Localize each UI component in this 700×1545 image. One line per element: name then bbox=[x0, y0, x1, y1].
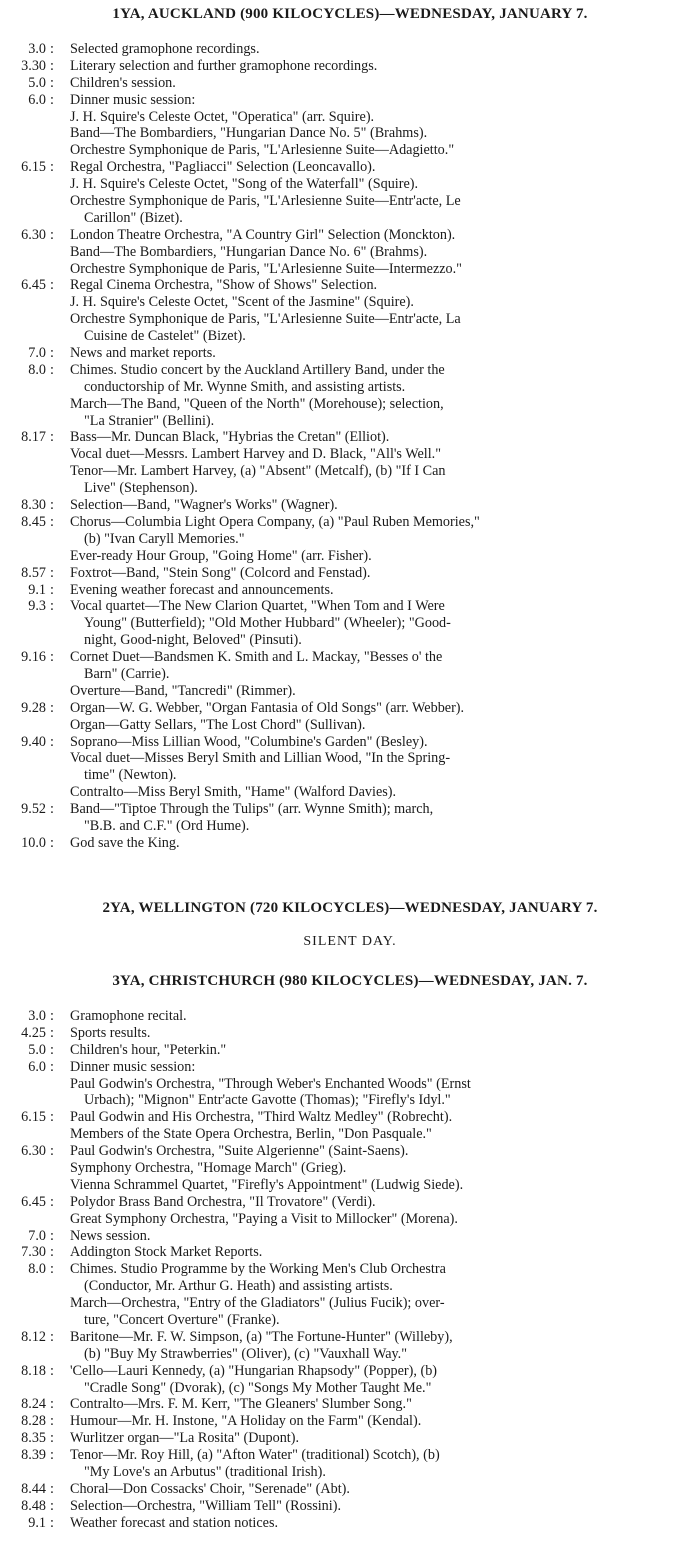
programme-line: 6.0 : Dinner music session: bbox=[0, 1059, 700, 1076]
programme-text: Evening weather forecast and announcements. bbox=[70, 581, 334, 598]
programme-text: Chimes. Studio Programme by the Working Men's Club Orchestra bbox=[70, 1261, 446, 1278]
programme-text: Chimes. Studio concert by the Auckland Artillery Band, under the bbox=[70, 361, 445, 378]
programme-line bbox=[0, 210, 700, 227]
programme-line bbox=[0, 1160, 700, 1177]
programme-time: 5.0 bbox=[28, 74, 46, 91]
programme-text: Vocal duet—Messrs. Lambert Harvey and D. Black, "All's Well." bbox=[70, 446, 442, 463]
programme-time: 9.1 bbox=[28, 1514, 46, 1531]
programme-line: 6.30 : Paul Godwin's Orchestra, "Suite Algerienne" (Saint-Saens). bbox=[0, 1143, 700, 1160]
programme-text: Band—The Bombardiers, "Hungarian Dance No. 6" (Brahms). bbox=[70, 243, 428, 260]
programme-line bbox=[0, 311, 700, 328]
programme-text: Dinner music session: bbox=[70, 1058, 196, 1075]
programme-text: Orchestre Symphonique de Paris, "L'Arlesienne Suite—Adagietto." bbox=[70, 142, 455, 159]
programme-time: 3.0 bbox=[28, 1008, 46, 1024]
programme-text: Organ—W. G. Webber, "Organ Fantasia of Old Songs" (arr. Webber). bbox=[70, 699, 465, 716]
programme-line bbox=[0, 1076, 700, 1093]
programme-line: 9.28 : Organ—W. G. Webber, "Organ Fantasia of Old Songs" (arr. Webber). bbox=[0, 700, 700, 717]
programme-line bbox=[0, 193, 700, 210]
programme-time: 6.0 bbox=[28, 91, 46, 108]
programme-text: Gramophone recital. bbox=[70, 1008, 187, 1024]
programme-line: 9.1 : Weather forecast and station notices. bbox=[0, 1515, 700, 1532]
programme-line bbox=[0, 683, 700, 700]
programme-text: Addington Stock Market Reports. bbox=[70, 1244, 263, 1261]
programme-text: Paul Godwin's Orchestra, "Suite Algerienne" (Saint-Saens). bbox=[70, 1143, 409, 1160]
programme-text: Paul Godwin and His Orchestra, "Third Waltz Medley" (Robrecht). bbox=[70, 1109, 453, 1126]
programme-text: Humour—Mr. H. Instone, "A Holiday on the Farm" (Kendal). bbox=[70, 1413, 422, 1430]
programme-text: Baritone—Mr. F. W. Simpson, (a) "The Fortune-Hunter" (Willeby), bbox=[70, 1328, 453, 1345]
programme-time: 8.18 bbox=[21, 1362, 46, 1379]
programme-time: 8.24 bbox=[21, 1396, 46, 1413]
programme-line bbox=[0, 1312, 700, 1329]
programme-text: March—The Band, "Queen of the North" (Morehouse); selection, bbox=[70, 395, 444, 412]
programme-line: 8.48 : Selection—Orchestra, "William Tell" (Rossini). bbox=[0, 1498, 700, 1515]
programme-text: "B.B. and C.F." (Ord Hume). bbox=[84, 817, 250, 834]
programme-line: 8.18 : 'Cello—Lauri Kennedy, (a) "Hungarian Rhapsody" (Popper), (b) bbox=[0, 1363, 700, 1380]
programme-3ya bbox=[0, 1008, 700, 1532]
programme-text: Band—The Bombardiers, "Hungarian Dance No. 5" (Brahms). bbox=[70, 125, 428, 142]
programme-text: Regal Cinema Orchestra, "Show of Shows" Selection. bbox=[70, 277, 378, 294]
programme-line: 6.0 : Dinner music session: bbox=[0, 92, 700, 109]
programme-line bbox=[0, 1278, 700, 1295]
programme-time: 10.0 bbox=[21, 834, 46, 851]
programme-text: God save the King. bbox=[70, 834, 180, 851]
programme-text: Cuisine de Castelet" (Bizet). bbox=[84, 328, 246, 345]
programme-text: J. H. Squire's Celeste Octet, "Operatica" (arr. Squire). bbox=[70, 108, 375, 125]
programme-line bbox=[0, 109, 700, 126]
programme-text: March—Orchestra, "Entry of the Gladiators" (Julius Fucik); over- bbox=[70, 1295, 445, 1312]
programme-time: 8.0 bbox=[28, 1261, 46, 1278]
programme-line bbox=[0, 615, 700, 632]
programme-time: 6.0 bbox=[28, 1058, 46, 1075]
programme-text: Selection—Band, "Wagner's Works" (Wagner). bbox=[70, 497, 338, 514]
programme-line: 8.44 : Choral—Don Cossacks' Choir, "Serenade" (Abt). bbox=[0, 1481, 700, 1498]
programme-line: 3.30 : Literary selection and further gramophone recordings. bbox=[0, 58, 700, 75]
programme-time: 7.30 bbox=[21, 1244, 46, 1261]
programme-line bbox=[0, 379, 700, 396]
programme-time: 8.57 bbox=[21, 564, 46, 581]
programme-text: Choral—Don Cossacks' Choir, "Serenade" (Abt). bbox=[70, 1480, 350, 1497]
programme-line: 9.1 : Evening weather forecast and announcements. bbox=[0, 582, 700, 599]
programme-time: 7.0 bbox=[28, 1227, 46, 1244]
programme-text: 'Cello—Lauri Kennedy, (a) "Hungarian Rhapsody" (Popper), (b) bbox=[70, 1362, 438, 1379]
programme-time: 3.0 bbox=[28, 41, 46, 57]
section-title-1ya: 1YA, AUCKLAND (900 KILOCYCLES)—WEDNESDAY, JANUARY 7. bbox=[112, 6, 588, 22]
programme-line bbox=[0, 1464, 700, 1481]
programme-time: 9.28 bbox=[21, 699, 46, 716]
programme-line bbox=[0, 294, 700, 311]
programme-line bbox=[0, 1177, 700, 1194]
programme-line bbox=[0, 767, 700, 784]
programme-text: Sports results. bbox=[70, 1024, 151, 1041]
programme-line: 7.30 : Addington Stock Market Reports. bbox=[0, 1244, 700, 1261]
programme-time: 9.52 bbox=[21, 801, 46, 818]
programme-text: Literary selection and further gramophone recordings. bbox=[70, 57, 378, 74]
programme-time: 8.39 bbox=[21, 1447, 46, 1464]
programme-time: 6.45 bbox=[21, 277, 46, 294]
programme-text: ture, "Concert Overture" (Franke). bbox=[84, 1312, 280, 1329]
programme-time: 6.30 bbox=[21, 226, 46, 243]
programme-text: Band—"Tiptoe Through the Tulips" (arr. Wynne Smith); march, bbox=[70, 801, 434, 818]
programme-line bbox=[0, 396, 700, 413]
programme-time: 8.35 bbox=[21, 1430, 46, 1447]
programme-line bbox=[0, 446, 700, 463]
programme-time: 6.30 bbox=[21, 1143, 46, 1160]
programme-text: (b) "Buy My Strawberries" (Oliver), (c) "Vauxhall Way." bbox=[84, 1345, 408, 1362]
programme-line bbox=[0, 1295, 700, 1312]
programme-text: Bass—Mr. Duncan Black, "Hybrias the Cretan" (Elliot). bbox=[70, 429, 390, 446]
programme-text: Tenor—Mr. Roy Hill, (a) "Afton Water" (traditional) Scotch), (b) bbox=[70, 1447, 440, 1464]
programme-time: 5.0 bbox=[28, 1041, 46, 1058]
programme-text: Weather forecast and station notices. bbox=[70, 1514, 279, 1531]
programme-line: 6.45 : Regal Cinema Orchestra, "Show of Shows" Selection. bbox=[0, 277, 700, 294]
programme-time: 8.17 bbox=[21, 429, 46, 446]
programme-text: Carillon" (Bizet). bbox=[84, 209, 183, 226]
programme-time: 8.44 bbox=[21, 1480, 46, 1497]
programme-text: Children's hour, "Peterkin." bbox=[70, 1041, 227, 1058]
programme-line: 8.0 : Chimes. Studio Programme by the Working Men's Club Orchestra bbox=[0, 1261, 700, 1278]
programme-text: conductorship of Mr. Wynne Smith, and assisting artists. bbox=[84, 378, 406, 395]
programme-text: (b) "Ivan Caryll Memories." bbox=[84, 530, 245, 547]
programme-line bbox=[0, 1346, 700, 1363]
section-title-3ya: 3YA, CHRISTCHURCH (980 KILOCYCLES)—WEDNESDAY, JAN. 7. bbox=[112, 973, 588, 989]
programme-time: 9.3 bbox=[28, 598, 46, 615]
programme-text: J. H. Squire's Celeste Octet, "Scent of the Jasmine" (Squire). bbox=[70, 294, 414, 311]
programme-line bbox=[0, 142, 700, 159]
programme-line: 4.25 : Sports results. bbox=[0, 1025, 700, 1042]
programme-text: Orchestre Symphonique de Paris, "L'Arlesienne Suite—Entr'acte, Le bbox=[70, 193, 461, 210]
programme-line: 9.40 : Soprano—Miss Lillian Wood, "Columbine's Garden" (Besley). bbox=[0, 734, 700, 751]
programme-text: Great Symphony Orchestra, "Paying a Visit to Millocker" (Morena). bbox=[70, 1210, 458, 1227]
programme-text: Organ—Gatty Sellars, "The Lost Chord" (Sullivan). bbox=[70, 716, 366, 733]
programme-time: 8.45 bbox=[21, 513, 46, 530]
programme-text: Cornet Duet—Bandsmen K. Smith and L. Mackay, "Besses o' the bbox=[70, 649, 443, 666]
programme-line: 8.30 : Selection—Band, "Wagner's Works" (Wagner). bbox=[0, 497, 700, 514]
programme-line: 3.0 : Selected gramophone recordings. bbox=[0, 41, 700, 58]
programme-time: 8.30 bbox=[21, 497, 46, 514]
programme-text: Young" (Butterfield); "Old Mother Hubbard" (Wheeler); "Good- bbox=[84, 615, 451, 632]
silent-day-note: SILENT DAY. bbox=[303, 934, 397, 949]
programme-text: Tenor—Mr. Lambert Harvey, (a) "Absent" (Metcalf), (b) "If I Can bbox=[70, 463, 446, 480]
programme-line: 7.0 : News and market reports. bbox=[0, 345, 700, 362]
programme-text: News session. bbox=[70, 1227, 151, 1244]
programme-time: 9.40 bbox=[21, 733, 46, 750]
programme-text: Live" (Stephenson). bbox=[84, 480, 198, 497]
programme-time: 6.15 bbox=[21, 1109, 46, 1126]
programme-line: 5.0 : Children's hour, "Peterkin." bbox=[0, 1042, 700, 1059]
programme-line bbox=[0, 548, 700, 565]
programme-line: 9.52 : Band—"Tiptoe Through the Tulips" (arr. Wynne Smith); march, bbox=[0, 801, 700, 818]
programme-text: Chorus—Columbia Light Opera Company, (a) "Paul Ruben Memories," bbox=[70, 513, 480, 530]
programme-text: News and market reports. bbox=[70, 345, 216, 362]
programme-text: night, Good-night, Beloved" (Pinsuti). bbox=[84, 632, 302, 649]
programme-text: "La Stranier" (Bellini). bbox=[84, 412, 215, 429]
programme-time: 9.1 bbox=[28, 581, 46, 598]
programme-text: Orchestre Symphonique de Paris, "L'Arlesienne Suite—Entr'acte, La bbox=[70, 311, 461, 328]
programme-line bbox=[0, 328, 700, 345]
programme-line bbox=[0, 176, 700, 193]
programme-line: 6.15 : Regal Orchestra, "Pagliacci" Selection (Leoncavallo). bbox=[0, 159, 700, 176]
programme-line bbox=[0, 244, 700, 261]
programme-time: 8.48 bbox=[21, 1497, 46, 1514]
programme-text: Contralto—Miss Beryl Smith, "Hame" (Walford Davies). bbox=[70, 784, 397, 801]
programme-time: 8.12 bbox=[21, 1328, 46, 1345]
programme-text: Ever-ready Hour Group, "Going Home" (arr. Fisher). bbox=[70, 547, 372, 564]
programme-line: 6.45 : Polydor Brass Band Orchestra, "Il Trovatore" (Verdi). bbox=[0, 1194, 700, 1211]
programme-text: J. H. Squire's Celeste Octet, "Song of the Waterfall" (Squire). bbox=[70, 176, 419, 193]
programme-text: Children's session. bbox=[70, 74, 176, 91]
programme-line: 8.0 : Chimes. Studio concert by the Auckland Artillery Band, under the bbox=[0, 362, 700, 379]
programme-line: 5.0 : Children's session. bbox=[0, 75, 700, 92]
programme-text: Polydor Brass Band Orchestra, "Il Trovatore" (Verdi). bbox=[70, 1193, 376, 1210]
programme-line bbox=[0, 1126, 700, 1143]
programme-time: 6.45 bbox=[21, 1193, 46, 1210]
programme-text: Dinner music session: bbox=[70, 91, 196, 108]
programme-1ya bbox=[0, 41, 700, 852]
programme-line: 3.0 : Gramophone recital. bbox=[0, 1008, 700, 1025]
programme-text: Vienna Schrammel Quartet, "Firefly's Appointment" (Ludwig Siede). bbox=[70, 1176, 464, 1193]
programme-text: Selected gramophone recordings. bbox=[70, 41, 260, 57]
programme-time: 3.30 bbox=[21, 57, 46, 74]
programme-text: Symphony Orchestra, "Homage March" (Grieg). bbox=[70, 1160, 347, 1177]
programme-text: "Cradle Song" (Dvorak), (c) "Songs My Mother Taught Me." bbox=[84, 1379, 432, 1396]
programme-line bbox=[0, 717, 700, 734]
programme-line: 10.0 : God save the King. bbox=[0, 835, 700, 852]
programme-line bbox=[0, 1092, 700, 1109]
programme-line bbox=[0, 784, 700, 801]
programme-text: Soprano—Miss Lillian Wood, "Columbine's Garden" (Besley). bbox=[70, 733, 428, 750]
programme-line bbox=[0, 632, 700, 649]
programme-text: time" (Newton). bbox=[84, 767, 177, 784]
programme-text: Selection—Orchestra, "William Tell" (Rossini). bbox=[70, 1497, 341, 1514]
programme-line bbox=[0, 1211, 700, 1228]
programme-line: 9.16 : Cornet Duet—Bandsmen K. Smith and L. Mackay, "Besses o' the bbox=[0, 649, 700, 666]
programme-time: 9.16 bbox=[21, 649, 46, 666]
programme-time: 8.0 bbox=[28, 361, 46, 378]
programme-time: 8.28 bbox=[21, 1413, 46, 1430]
programme-time: 4.25 bbox=[21, 1024, 46, 1041]
programme-time: 6.15 bbox=[21, 159, 46, 176]
programme-line: 6.30 : London Theatre Orchestra, "A Country Girl" Selection (Monckton). bbox=[0, 227, 700, 244]
programme-line: 8.57 : Foxtrot—Band, "Stein Song" (Colcord and Fenstad). bbox=[0, 565, 700, 582]
programme-time: 7.0 bbox=[28, 345, 46, 362]
programme-text: Wurlitzer organ—"La Rosita" (Dupont). bbox=[70, 1430, 300, 1447]
programme-text: Foxtrot—Band, "Stein Song" (Colcord and Fenstad). bbox=[70, 564, 371, 581]
programme-text: Overture—Band, "Tancredi" (Rimmer). bbox=[70, 682, 296, 699]
programme-line: 8.24 : Contralto—Mrs. F. M. Kerr, "The Gleaners' Slumber Song." bbox=[0, 1396, 700, 1413]
programme-line: 8.45 : Chorus—Columbia Light Opera Company, (a) "Paul Ruben Memories," bbox=[0, 514, 700, 531]
programme-line: 8.35 : Wurlitzer organ—"La Rosita" (Dupont). bbox=[0, 1430, 700, 1447]
programme-line: 8.12 : Baritone—Mr. F. W. Simpson, (a) "The Fortune-Hunter" (Willeby), bbox=[0, 1329, 700, 1346]
programme-text: Vocal duet—Misses Beryl Smith and Lillian Wood, "In the Spring- bbox=[70, 750, 451, 767]
programme-text: Orchestre Symphonique de Paris, "L'Arlesienne Suite—Intermezzo." bbox=[70, 260, 462, 277]
programme-text: Contralto—Mrs. F. M. Kerr, "The Gleaners' Slumber Song." bbox=[70, 1396, 412, 1413]
programme-line bbox=[0, 125, 700, 142]
programme-text: Barn" (Carrie). bbox=[84, 665, 170, 682]
programme-line: 8.17 : Bass—Mr. Duncan Black, "Hybrias the Cretan" (Elliot). bbox=[0, 429, 700, 446]
programme-line bbox=[0, 818, 700, 835]
programme-text: Regal Orchestra, "Pagliacci" Selection (Leoncavallo). bbox=[70, 159, 376, 176]
programme-line bbox=[0, 463, 700, 480]
programme-text: Members of the State Opera Orchestra, Berlin, "Don Pasquale." bbox=[70, 1126, 432, 1143]
programme-text: Urbach); "Mignon" Entr'acte Gavotte (Thomas); "Firefly's Idyl." bbox=[84, 1092, 451, 1109]
programme-text: Vocal quartet—The New Clarion Quartet, "When Tom and I Were bbox=[70, 598, 445, 615]
programme-line: 9.3 : Vocal quartet—The New Clarion Quartet, "When Tom and I Were bbox=[0, 598, 700, 615]
programme-text: "My Love's an Arbutus" (traditional Irish). bbox=[84, 1464, 326, 1481]
programme-text: Paul Godwin's Orchestra, "Through Weber's Enchanted Woods" (Ernst bbox=[70, 1075, 471, 1092]
programme-line bbox=[0, 750, 700, 767]
programme-text: (Conductor, Mr. Arthur G. Heath) and assisting artists. bbox=[84, 1278, 393, 1295]
programme-line bbox=[0, 531, 700, 548]
programme-line: 6.15 : Paul Godwin and His Orchestra, "Third Waltz Medley" (Robrecht). bbox=[0, 1109, 700, 1126]
programme-line bbox=[0, 413, 700, 430]
programme-line: 7.0 : News session. bbox=[0, 1228, 700, 1245]
programme-line bbox=[0, 666, 700, 683]
programme-text: London Theatre Orchestra, "A Country Girl" Selection (Monckton). bbox=[70, 226, 456, 243]
section-title-2ya: 2YA, WELLINGTON (720 KILOCYCLES)—WEDNESDAY, JANUARY 7. bbox=[102, 900, 598, 916]
programme-line: 8.39 : Tenor—Mr. Roy Hill, (a) "Afton Water" (traditional) Scotch), (b) bbox=[0, 1447, 700, 1464]
programme-line bbox=[0, 261, 700, 278]
programme-line: 8.28 : Humour—Mr. H. Instone, "A Holiday on the Farm" (Kendal). bbox=[0, 1413, 700, 1430]
programme-line bbox=[0, 480, 700, 497]
programme-line bbox=[0, 1380, 700, 1397]
